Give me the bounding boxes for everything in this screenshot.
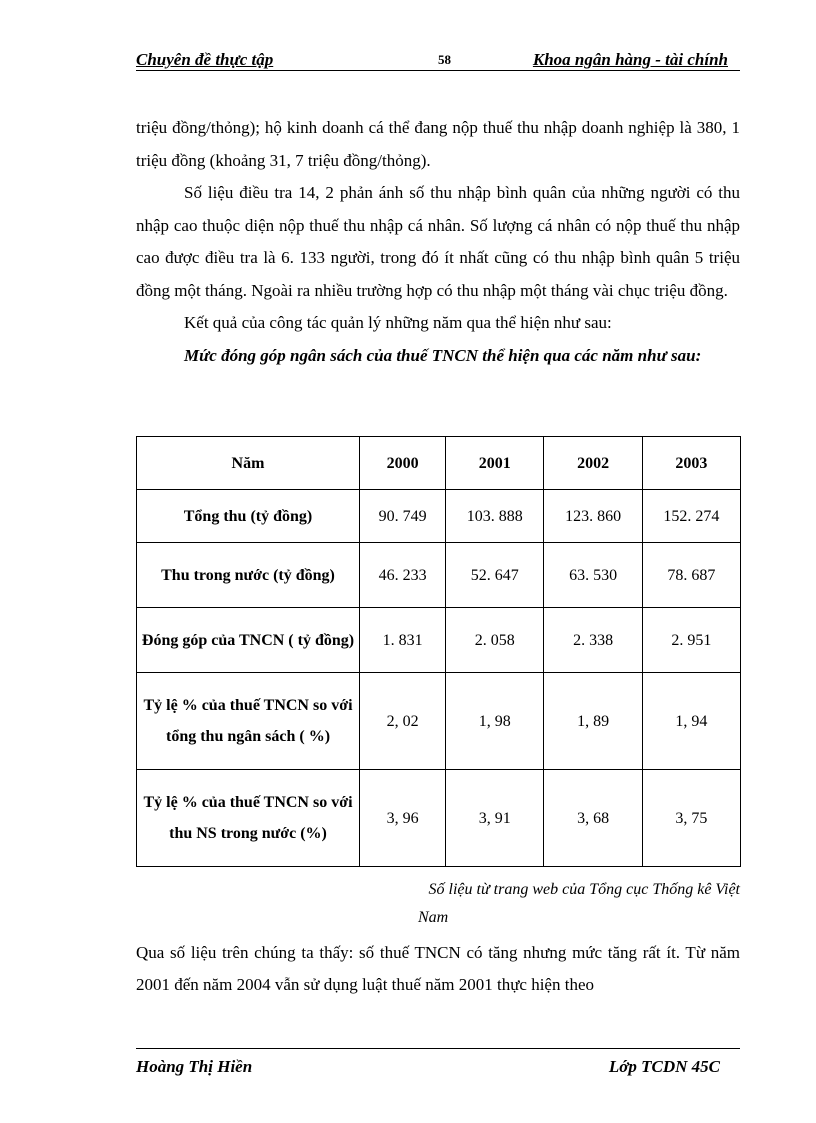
table-cell: 1. 831	[360, 608, 446, 673]
header-report-title: Chuyên đề thực tập	[136, 50, 274, 69]
row-label: Tỷ lệ % của thuế TNCN so với tổng thu ngân sách ( %)	[137, 673, 360, 770]
header-year-2000: 2000	[360, 437, 446, 490]
page-number: 58	[438, 52, 451, 67]
table-cell: 1, 98	[446, 673, 544, 770]
table-cell: 3, 96	[360, 770, 446, 867]
table-cell: 2. 951	[642, 608, 740, 673]
tax-contribution-table	[136, 436, 741, 867]
table-cell: 1, 94	[642, 673, 740, 770]
header-department: Khoa ngân hàng - tài chính	[532, 50, 728, 69]
footer-author: Hoàng Thị Hiền	[136, 1057, 253, 1076]
table-cell: 63. 530	[544, 543, 642, 608]
table-cell: 123. 860	[544, 490, 642, 543]
table-heading	[136, 340, 740, 373]
body-text-after-table	[136, 937, 740, 1001]
paragraph-3: Kết quả của công tác quản lý những năm qua thể hiện như sau:	[184, 313, 612, 332]
row-label: Thu trong nước (tỷ đồng)	[137, 543, 360, 608]
table-heading-text: Mức đóng góp ngân sách của thuế TNCN thể hiện qua các năm như	[184, 345, 667, 365]
table-row	[137, 673, 741, 770]
source-line-2: Nam	[418, 909, 449, 926]
table-cell: 2. 058	[446, 608, 544, 673]
table-row	[137, 770, 741, 867]
table-row	[137, 490, 741, 543]
table-row	[137, 608, 741, 673]
paragraph-1: triệu đồng/thỏng); hộ kinh doanh cá thể đang nộp thuế thu nhập doanh nghiệp là 380, 1 triệu đồng (khoảng 31, 7 triệu đồng/thỏng).	[136, 118, 740, 170]
table-row	[137, 543, 741, 608]
source-line-1: Số liệu từ trang web của Tổng cục Thống kê Việt	[428, 881, 740, 898]
page-footer	[136, 1048, 740, 1079]
table-cell: 3, 75	[642, 770, 740, 867]
header-year-2003: 2003	[642, 437, 740, 490]
table-cell: 2, 02	[360, 673, 446, 770]
row-label: Tổng thu (tỷ đồng)	[137, 490, 360, 543]
table-cell: 3, 91	[446, 770, 544, 867]
header-year-2002: 2002	[544, 437, 642, 490]
table-source-note	[136, 876, 740, 932]
paragraph-after-table: Qua số liệu trên chúng ta thấy: số thuế TNCN có tăng nhưng mức tăng rất ít. Từ năm 2001 đến năm 2004 vẫn sử dụng luật thuế năm 2001 thực hiện theo	[136, 943, 740, 994]
table-cell: 90. 749	[360, 490, 446, 543]
table-cell: 103. 888	[446, 490, 544, 543]
table-cell: 1, 89	[544, 673, 642, 770]
table-cell: 46. 233	[360, 543, 446, 608]
row-label: Đóng góp của TNCN ( tỷ đồng)	[137, 608, 360, 673]
table-heading-colon: :	[695, 345, 702, 365]
body-text	[136, 112, 740, 372]
table-cell: 3, 68	[544, 770, 642, 867]
table-heading-tail: sau	[671, 345, 696, 365]
header-year-label: Năm	[137, 437, 360, 490]
paragraph-2: Số liệu điều tra 14, 2 phản ánh số thu nhập bình quân của những người có thu nhập cao thuộc diện nộp thuế thu nhập cá nhân. Số lượng cá nhân có nộp thuế thu nhập cao được điều tra là 6. 133 người, trong đó ít nhất cũng có thu nhập bình quân 5 triệu đồng một tháng. Ngoài ra nhiều trường hợp có thu nhập một tháng vài chục triệu đồng.	[136, 183, 740, 300]
table-cell: 2. 338	[544, 608, 642, 673]
row-label: Tỷ lệ % của thuế TNCN so với thu NS trong nước (%)	[137, 770, 360, 867]
footer-class: Lớp TCDN 45C	[608, 1057, 720, 1076]
table-header-row	[137, 437, 741, 490]
table-cell: 52. 647	[446, 543, 544, 608]
page-header	[136, 48, 740, 71]
table-cell: 152. 274	[642, 490, 740, 543]
table-cell: 78. 687	[642, 543, 740, 608]
header-year-2001: 2001	[446, 437, 544, 490]
